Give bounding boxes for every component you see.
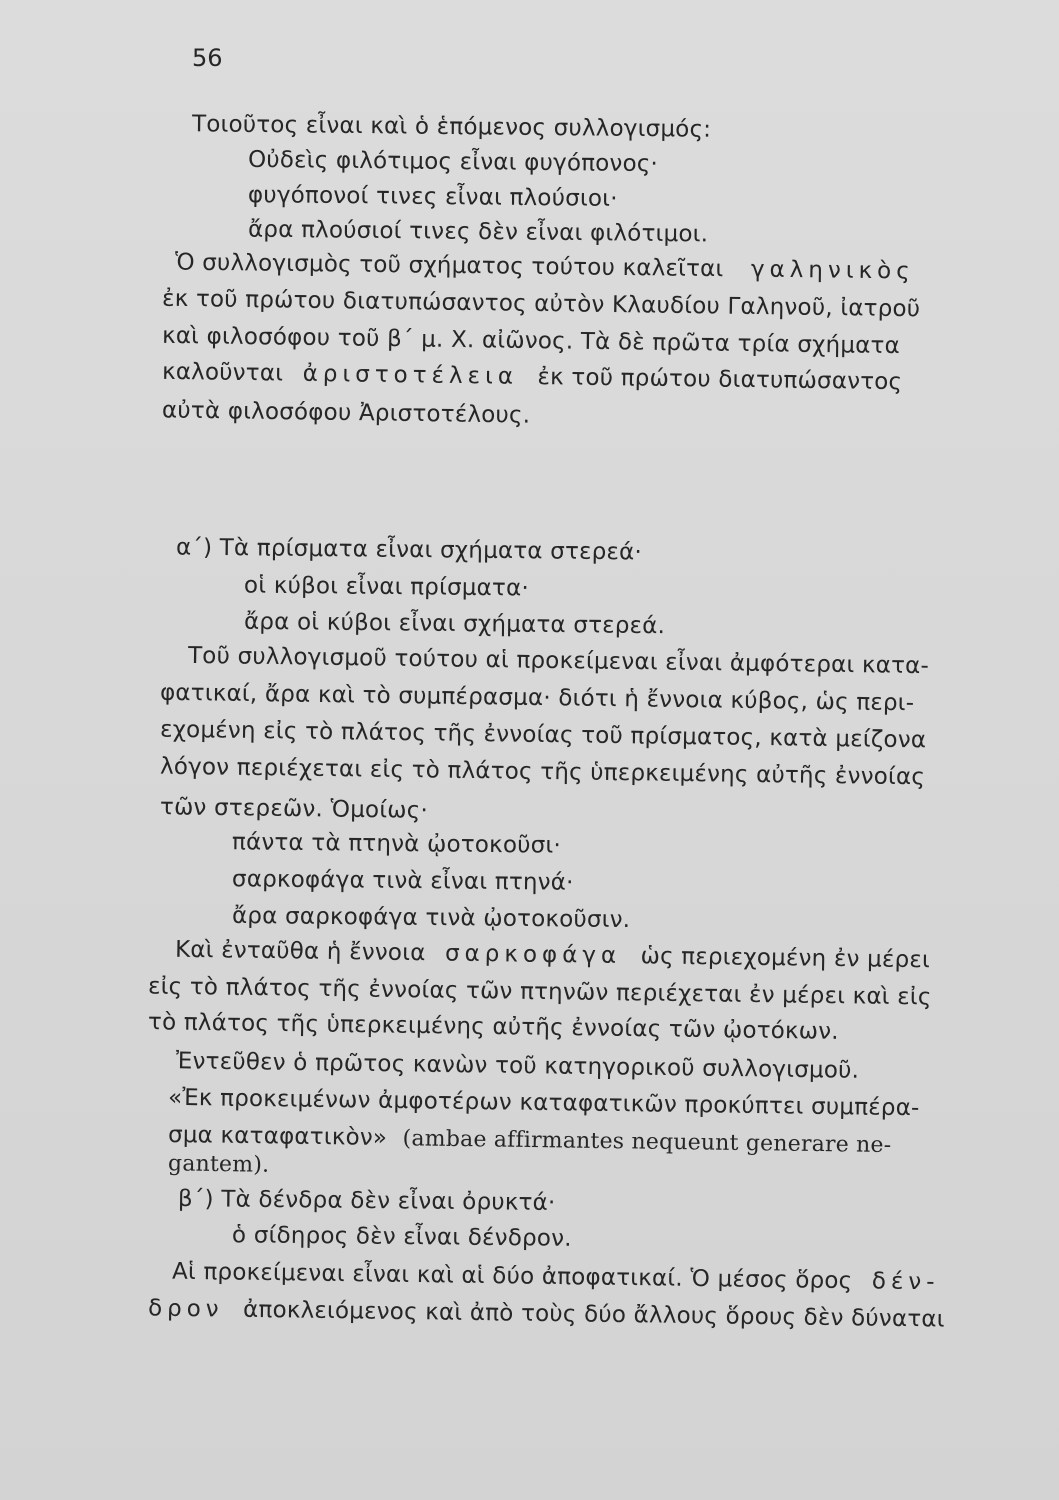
text-line: φατικαί, ἄρα καὶ τὸ συμπέρασμα· διότι ἡ ἔννοια κύβος, ὡς περι- [159, 679, 915, 717]
syllogism-premise: β΄) Τὰ δένδρα δὲν εἶναι ὀρυκτά· [177, 1186, 556, 1216]
spaced-term: γαληνικὸς [750, 256, 915, 285]
syllogism-premise: σαρκοφάγα τινὰ εἶναι πτηνά· [231, 866, 574, 896]
text-line: Τοῦ συλλογισμοῦ τούτου αἱ προκείμεναι εἶναι ἀμφότεραι κατα- [187, 642, 930, 680]
text-line: εἰς τὸ πλάτος τῆς ἐννοίας τῶν πτηνῶν περιέχεται ἐν μέρει καὶ εἰς [147, 973, 932, 1011]
text-segment: Ὁ συλλογισμὸς τοῦ σχήματος τούτου καλεῖται [174, 249, 724, 283]
latin-text: (ambae affirmantes nequeunt generare ne- [402, 1126, 892, 1159]
syllogism-premise: ὁ σίδηρος δὲν εἶναι δένδρον. [231, 1222, 572, 1252]
text-line [175, 935, 930, 976]
text-line: ἐκ τοῦ πρώτου διατυπώσαντος αὐτὸν Κλαυδίου Γαληνοῦ, ἰατροῦ [161, 285, 921, 323]
spaced-term: δέν- [871, 1268, 940, 1296]
rule-quote [168, 1120, 892, 1161]
text-segment: ἀποκλειόμενος καὶ ἀπὸ τοὺς δύο ἄλλους ὅρους δὲν δύναται [242, 1296, 945, 1333]
text-line: καὶ φιλοσόφου τοῦ β΄ μ. Χ. αἰῶνος. Τὰ δὲ πρῶτα τρία σχήματα [161, 322, 901, 360]
syllogism-conclusion: ἄρα σαρκοφάγα τινὰ ᾠοτοκοῦσιν. [231, 902, 631, 934]
text-line [175, 247, 915, 286]
text-line: Ἐντεῦθεν ὁ πρῶτος κανὼν τοῦ κατηγορικοῦ συλλογισμοῦ. [175, 1048, 860, 1084]
text-segment: ὡς περιεχομένη ἐν μέρει [640, 943, 931, 974]
syllogism-premise: φυγόπονοί τινες εἶναι πλούσιοι· [247, 182, 618, 212]
syllogism-conclusion: ἄρα οἱ κύβοι εἶναι σχήματα στερεά. [243, 608, 666, 640]
text-line: τὸ πλάτος τῆς ὑπερκειμένης αὐτῆς ἐννοίας τῶν ᾠοτόκων. [147, 1009, 839, 1045]
text-line [148, 1293, 945, 1334]
latin-text: gantem). [167, 1151, 270, 1178]
syllogism-premise: οἱ κύβοι εἶναι πρίσματα· [243, 572, 530, 602]
text-segment: Καὶ ἐνταῦθα ἡ ἔννοια [174, 936, 426, 967]
text-segment: Αἱ προκείμεναι εἶναι καὶ αἱ δύο ἀποφατικαί. Ὁ μέσος ὅρος [171, 1258, 853, 1295]
syllogism-conclusion: ἄρα πλούσιοί τινες δὲν εἶναι φιλότιμοι. [247, 216, 709, 248]
spaced-term: δρον [147, 1295, 224, 1323]
spaced-term: ἀριστοτέλεια [302, 360, 519, 390]
syllogism-premise: πάντα τὰ πτηνὰ ᾠοτοκοῦσι· [231, 829, 562, 859]
text-line: λόγον περιέχεται εἰς τὸ πλάτος τῆς ὑπερκειμένης αὐτῆς ἐννοίας [159, 753, 926, 791]
rule-quote: «Ἐκ προκειμένων ἀμφοτέρων καταφατικῶν προκύπτει συμπέρα- [167, 1084, 920, 1122]
spaced-term: σαρκοφάγα [444, 940, 622, 969]
text-segment: ἐκ τοῦ πρώτου διατυπώσαντος [537, 364, 903, 396]
text-line: τῶν στερεῶν. Ὁμοίως· [159, 794, 429, 824]
text-line: αὐτὰ φιλοσόφου Ἀριστοτέλους. [161, 397, 531, 429]
text-line [172, 1257, 940, 1298]
text-segment: καλοῦνται [161, 358, 284, 387]
text-line [162, 357, 903, 397]
syllogism-premise: α΄) Τὰ πρίσματα εἶναι σχήματα στερεά· [175, 534, 643, 566]
text-line: εχομένη εἰς τὸ πλάτος τῆς ἐννοίας τοῦ πρίσματος, κατὰ μείζονα [159, 716, 927, 754]
syllogism-premise: Οὐδεὶς φιλότιμος εἶναι φυγόπονος· [247, 146, 659, 178]
page-number: 56 [192, 44, 223, 72]
text-segment: σμα καταφατικὸν» [167, 1121, 388, 1152]
text-line: Τοιοῦτος εἶναι καὶ ὁ ἑπόμενος συλλογισμός: [191, 111, 712, 143]
